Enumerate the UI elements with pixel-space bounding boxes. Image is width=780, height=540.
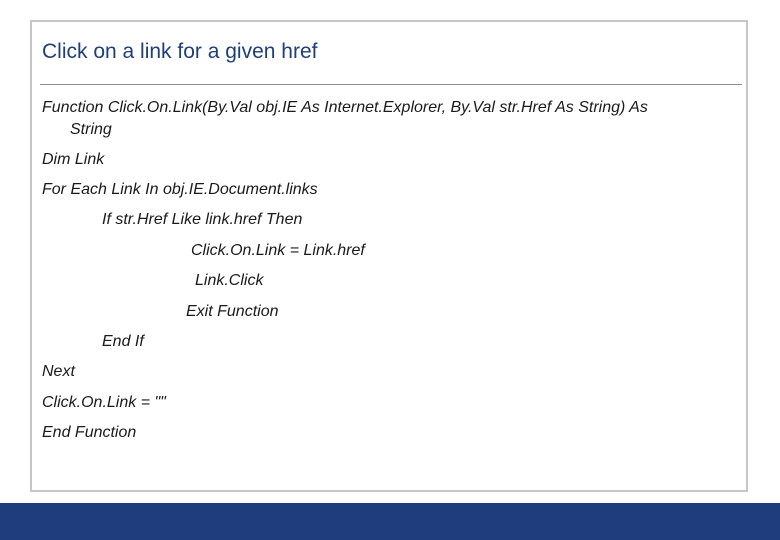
footer-bar <box>0 503 780 540</box>
code-line-exit-function: Exit Function <box>186 303 279 320</box>
code-line-function-signature: Function Click.On.Link(By.Val obj.IE As Internet.Explorer, By.Val str.Href As String) As <box>42 99 648 116</box>
code-line-next: Next <box>42 363 75 380</box>
code-line-dim: Dim Link <box>42 151 105 168</box>
slide-title: Click on a link for a given href <box>42 40 318 63</box>
code-line-function-signature-continued: String <box>70 121 112 138</box>
code-line-for-each: For Each Link In obj.IE.Document.links <box>42 181 318 198</box>
code-line-if: If str.Href Like link.href Then <box>102 211 303 228</box>
code-block <box>32 22 746 490</box>
code-line-end-if: End If <box>102 333 144 350</box>
code-line-link-click: Link.Click <box>195 272 264 289</box>
slide-frame <box>30 20 748 492</box>
code-line-end-function: End Function <box>42 424 137 441</box>
code-line-assign-href: Click.On.Link = Link.href <box>191 242 365 259</box>
code-line-assign-empty: Click.On.Link = "" <box>42 394 166 411</box>
